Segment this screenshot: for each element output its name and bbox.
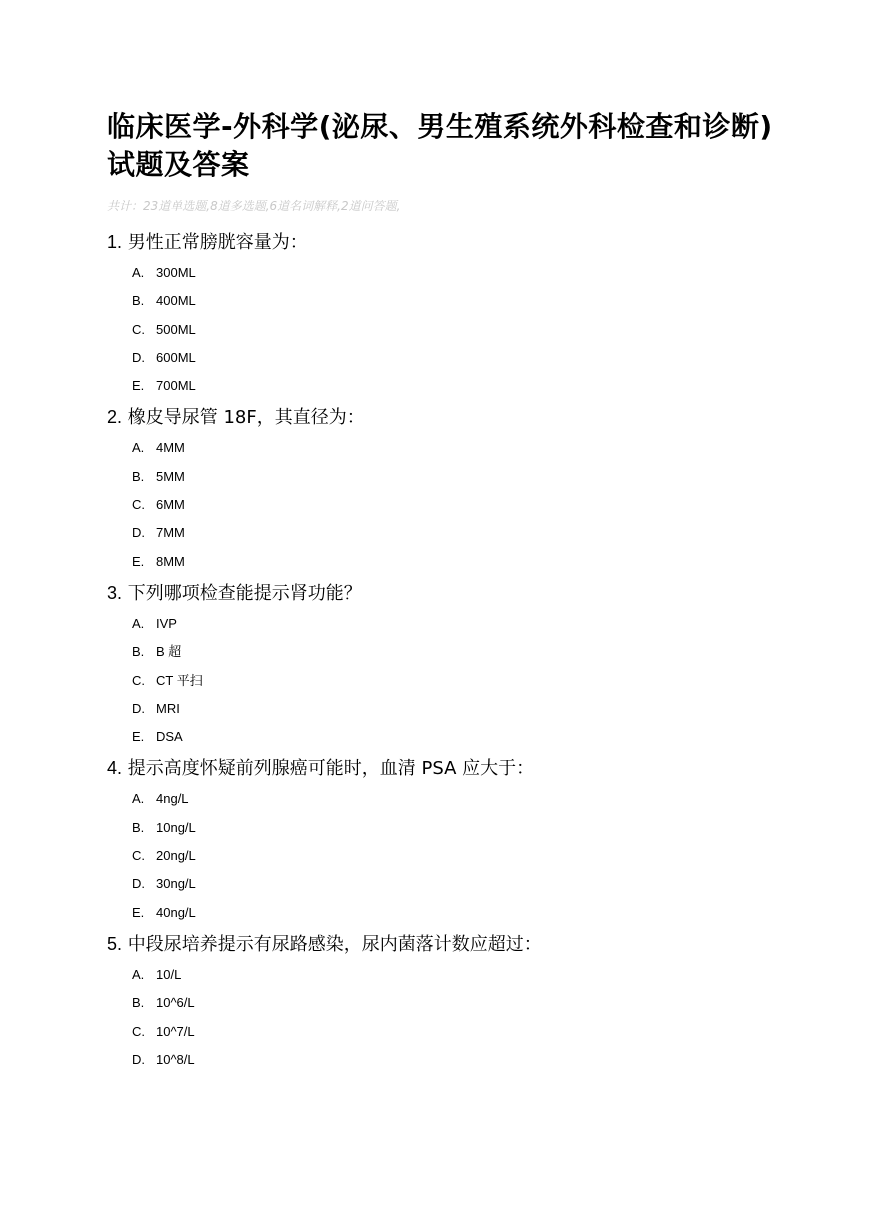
question-text: 橡皮导尿管 18F，其直径为： [127, 407, 365, 429]
option-text: 300ML [156, 265, 196, 280]
option-letter: B. [132, 644, 145, 660]
option-a [132, 967, 787, 983]
option-text: 600ML [156, 349, 196, 365]
option-letter: B. [132, 293, 145, 309]
option-text: 10^7/L [156, 1023, 195, 1039]
option-c [132, 673, 787, 689]
question-stem [107, 406, 787, 429]
option-letter: E. [132, 378, 145, 394]
question-stem [107, 582, 787, 605]
option-b [132, 469, 787, 485]
question-number: 5. [107, 933, 123, 954]
option-letter: B. [132, 995, 145, 1011]
question-stem [107, 231, 787, 254]
question-summary: 共计：23道单选题,8道多选题,6道名词解释,2道问答题, [107, 199, 401, 213]
option-a [132, 440, 787, 456]
question-item [107, 231, 787, 394]
question-item [107, 406, 787, 569]
option-letter: B. [132, 819, 145, 835]
option-text: CT 平扫 [156, 672, 203, 688]
option-text: 10^8/L [156, 1051, 195, 1067]
option-d [132, 350, 787, 366]
option-text: 10ng/L [156, 819, 196, 835]
option-text: 7MM [156, 525, 185, 541]
option-letter: E. [132, 904, 145, 920]
option-text: 400ML [156, 293, 196, 309]
option-text: 20ng/L [156, 848, 196, 864]
option-text: 700ML [156, 378, 196, 394]
option-letter: D. [132, 349, 145, 365]
option-c [132, 322, 787, 338]
option-letter: B. [132, 468, 145, 484]
question-stem [107, 933, 787, 956]
option-letter: A. [132, 791, 145, 807]
option-a [132, 265, 787, 281]
option-list [132, 265, 787, 394]
document-title: 临床医学-外科学(泌尿、男生殖系统外科检查和诊断)试题及答案 [107, 110, 773, 181]
option-text: 40ng/L [156, 904, 196, 920]
question-stem [107, 757, 787, 780]
option-letter: E. [132, 553, 145, 569]
option-letter: C. [132, 321, 145, 337]
option-letter: E. [132, 729, 145, 745]
question-item [107, 582, 787, 745]
question-number: 1. [107, 232, 123, 252]
option-b [132, 820, 787, 836]
option-a [132, 616, 787, 632]
option-text: MRI [156, 700, 180, 716]
question-list [107, 231, 787, 1068]
option-text: 30ng/L [156, 876, 196, 892]
option-text: 6MM [156, 497, 185, 513]
option-text: B 超 [156, 644, 182, 660]
option-text: 500ML [156, 321, 196, 337]
option-list [132, 616, 787, 745]
option-c [132, 1024, 787, 1040]
option-letter: A. [132, 265, 145, 280]
option-b [132, 995, 787, 1011]
option-text: 8MM [156, 553, 185, 569]
option-e [132, 554, 787, 570]
option-e [132, 905, 787, 921]
option-letter: D. [132, 1051, 145, 1067]
option-d [132, 701, 787, 717]
question-text: 提示高度怀疑前列腺癌可能时，血清 PSA 应大于： [127, 758, 535, 780]
option-d [132, 876, 787, 892]
option-letter: C. [132, 497, 145, 513]
option-e [132, 729, 787, 745]
option-d [132, 525, 787, 541]
question-text: 中段尿培养提示有尿路感染，尿内菌落计数应超过： [127, 933, 542, 955]
question-number: 4. [107, 758, 123, 779]
option-letter: D. [132, 700, 145, 716]
option-letter: D. [132, 876, 145, 892]
option-list [132, 967, 787, 1068]
document-page [107, 108, 787, 1080]
option-c [132, 497, 787, 513]
option-letter: A. [132, 440, 145, 456]
option-letter: A. [132, 615, 145, 631]
question-item [107, 933, 787, 1068]
option-text: 4ng/L [156, 791, 189, 807]
option-letter: D. [132, 525, 145, 541]
option-list [132, 440, 787, 569]
question-text: 男性正常膀胱容量为： [127, 232, 308, 253]
option-text: 4MM [156, 440, 185, 456]
option-e [132, 378, 787, 394]
option-letter: C. [132, 1023, 145, 1039]
option-b [132, 293, 787, 309]
option-d [132, 1052, 787, 1068]
option-text: 5MM [156, 468, 185, 484]
option-text: 10/L [156, 966, 182, 982]
option-text: 10^6/L [156, 995, 195, 1011]
option-letter: C. [132, 672, 145, 688]
question-text: 下列哪项检查能提示肾功能？ [127, 582, 362, 604]
option-text: DSA [156, 729, 183, 745]
question-item [107, 757, 787, 920]
option-text: IVP [156, 615, 177, 631]
option-a [132, 791, 787, 807]
option-b [132, 644, 787, 660]
question-number: 3. [107, 582, 123, 603]
option-c [132, 848, 787, 864]
option-letter: C. [132, 848, 145, 864]
option-letter: A. [132, 966, 145, 982]
option-list [132, 791, 787, 920]
question-number: 2. [107, 407, 123, 428]
